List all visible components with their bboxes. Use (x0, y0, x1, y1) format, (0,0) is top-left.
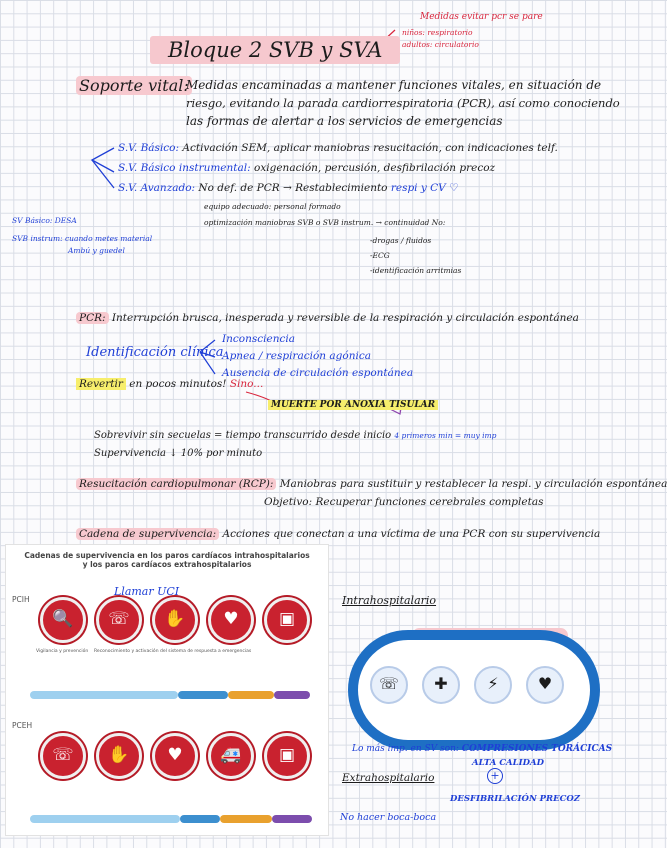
sv-bracket-bottom (92, 160, 114, 188)
importante-item1: COMPRESIONES TORÁCICAS (461, 744, 613, 754)
sv-avanzado (118, 182, 459, 194)
revertir-highlight: Revertir (76, 378, 126, 390)
pcr-definition (76, 312, 579, 324)
anoxia-consequence: MUERTE POR ANOXIA TISULAR (268, 400, 438, 410)
revertir-line (76, 378, 263, 390)
rcp-objetivo-label: Objetivo: (264, 496, 313, 508)
pcih-step-2: Reconocimiento y activación del sistema de respuesta a emergencias (94, 649, 252, 654)
pcih-band-4 (274, 691, 310, 699)
sv-avanzado-line3: optimización maniobras SVB o SVB instrum. → continuidad No: (204, 218, 446, 227)
pceh-band-1 (30, 815, 180, 823)
infographic-title (6, 551, 328, 569)
pceh-band-3 (220, 815, 272, 823)
sobrevivir-note: 4 primeros min = muy imp (394, 431, 497, 440)
cadena-text: Acciones que conectan a una víctima de una PCR con su supervivencia (222, 528, 601, 540)
sv-basico-label: S.V. Básico: (118, 142, 180, 154)
importante-item1b: ALTA CALIDAD (472, 758, 544, 768)
side-note-line3: Ambú y guedel (68, 246, 125, 255)
sv-avanzado-item-3: -identificación arritmias (370, 266, 462, 275)
cadena-label: Cadena de supervivencia: (76, 528, 219, 540)
extrahospitalario-label: Extrahospitalario (342, 772, 435, 784)
pcih-band-1 (30, 691, 178, 699)
pcih-step-1: Vigilancia y prevención (36, 649, 89, 654)
infographic-title-line2: y los paros cardíacos extrahospitalarios (82, 560, 252, 569)
cpr-icon: ✚ (422, 666, 460, 704)
identificacion-label: Identificación clínica (86, 345, 224, 360)
lightning-icon: ⚡ (474, 666, 512, 704)
pcih-band-3 (228, 691, 274, 699)
top-note-line2: adultos: circulatorio (402, 40, 479, 49)
monitor-icon-2: ▣ (264, 733, 310, 779)
importante-prefix: Lo más imp. en SV son: (352, 744, 459, 754)
phone-icon-2: ☏ (40, 733, 86, 779)
rcp-definition (76, 478, 667, 490)
pcr-label: PCR: (76, 312, 109, 324)
side-note-line2: SVB instrum: cuando metes material (12, 234, 153, 243)
infographic-title-line1: Cadenas de supervivencia en los paros cardíacos intrahospitalarios (24, 551, 310, 560)
pceh-band-2 (180, 815, 220, 823)
rcp-label: Resucitación cardiopulmonar (RCP): (76, 478, 276, 490)
identificacion-item-2: Apnea / respiración agónica (222, 350, 371, 362)
sv-bracket-top (92, 148, 114, 172)
sv-avanzado-text: No def. de PCR → Restablecimiento (198, 182, 388, 194)
sobrevivir-line2: Supervivencia ↓ 10% por minuto (94, 448, 263, 459)
plus-icon: + (487, 768, 503, 784)
sv-instrumental (118, 162, 495, 174)
phone-icon: ☏ (96, 597, 142, 643)
soporte-vital-label: Soporte vital: (76, 76, 192, 95)
identificacion-item-3: Ausencia de circulación espontánea (222, 367, 414, 379)
page-title: Bloque 2 SVB y SVA (150, 36, 400, 64)
sv-avanzado-line2: equipo adecuado: personal formado (204, 202, 341, 211)
chain-of-survival-ring (348, 630, 600, 750)
extrahospitalario-note: No hacer boca-boca (340, 812, 437, 823)
top-note-line1: niños: respiratorio (402, 28, 473, 37)
sv-basico (118, 142, 558, 154)
pcih-band-2 (178, 691, 228, 699)
rcp-objetivo (264, 496, 543, 508)
heart-defib-icon: ♥ (208, 597, 254, 643)
sv-basico-text: Activación SEM, aplicar maniobras resucitación, con indicaciones telf. (182, 142, 558, 154)
chain-of-survival-infographic (5, 544, 329, 836)
pcih-label: PCIH (12, 595, 30, 604)
sv-avanzado-item-1: -drogas / fluidos (370, 236, 432, 245)
revertir-sino: Sino... (229, 378, 264, 390)
top-note-heading: Medidas evitar pcr se pare (420, 12, 543, 22)
identificacion-item-1: Inconsciencia (222, 333, 295, 345)
revertir-text: en pocos minutos! (129, 378, 227, 390)
sv-avanzado-item-2: -ECG (370, 251, 390, 260)
sobrevivir-line1 (94, 430, 496, 441)
sv-avanzado-highlight: respi y CV (390, 182, 446, 194)
rcp-objetivo-text: Recuperar funciones cerebrales completas (315, 496, 544, 508)
hands-icon-2: ✋ (96, 733, 142, 779)
soporte-vital-line1: Medidas encaminadas a mantener funciones vitales, en situación de (186, 78, 602, 92)
importante-item2: DESFIBRILACIÓN PRECOZ (450, 794, 580, 804)
hands-icon: ✋ (152, 597, 198, 643)
heart-icon-ring: ♥ (526, 666, 564, 704)
pceh-band-4 (272, 815, 312, 823)
monitor-icon: ▣ (264, 597, 310, 643)
importante-line (352, 744, 612, 754)
intrahospitalario-label: Intrahospitalario (342, 594, 437, 607)
sv-avanzado-label: S.V. Avanzado: (118, 182, 196, 194)
sv-instrumental-label: S.V. Básico instrumental: (118, 162, 251, 174)
soporte-vital-line3: las formas de alertar a los servicios de emergencias (186, 114, 503, 128)
ambulance-icon: 🚑 (208, 733, 254, 779)
side-note-line1: SV Básico: DESA (12, 216, 77, 225)
sobrevivir-text: Sobrevivir sin secuelas = tiempo transcurrido desde inicio (94, 430, 392, 441)
search-icon: 🔍 (40, 597, 86, 643)
pceh-label: PCEH (12, 721, 33, 730)
cadena-definition (76, 528, 600, 540)
heart-defib-icon-2: ♥ (152, 733, 198, 779)
pcr-text: Interrupción brusca, inesperada y reversible de la respiración y circulación espontánea (111, 312, 579, 324)
sv-instrumental-text: oxigenación, percusión, desfibrilación precoz (254, 162, 496, 174)
heart-icon: ♡ (449, 182, 459, 194)
phone-icon-ring: ☏ (370, 666, 408, 704)
rcp-text: Maniobras para sustituir y restablecer la respi. y circulación espontánea (279, 478, 667, 490)
llamar-uci-annotation: Llamar UCI (114, 585, 180, 598)
soporte-vital-line2: riesgo, evitando la parada cardiorrespiratoria (PCR), así como conociendo (186, 96, 620, 110)
